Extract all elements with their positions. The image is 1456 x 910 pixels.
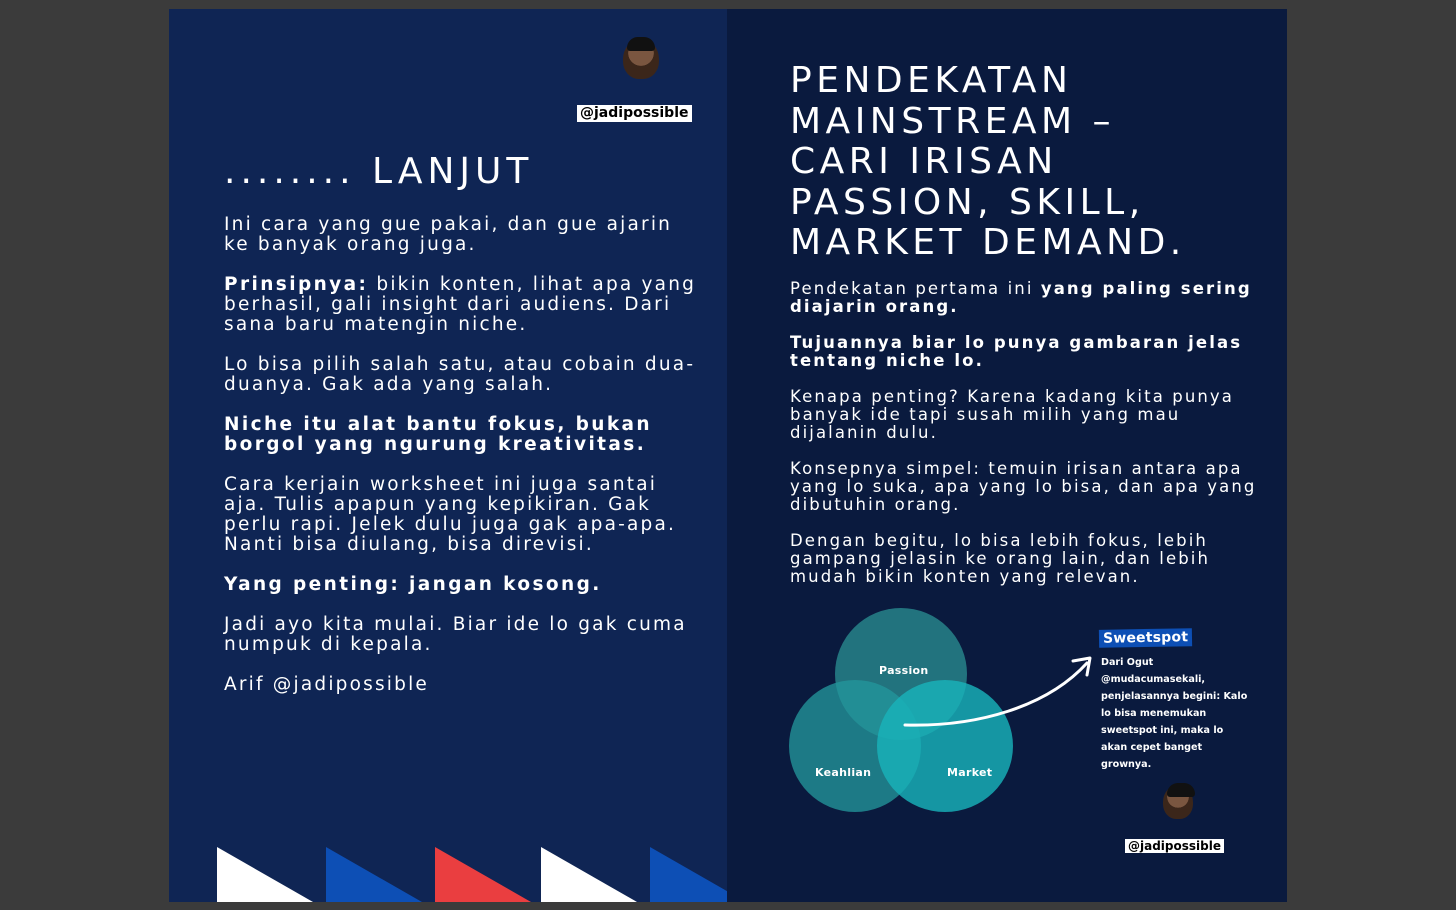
sweetspot-description: Dari Ogut @mudacumasekali, penjelasannya begini: Kalo lo bisa menemukan sweetspot ini, maka lo akan cepet banget grownya. xyxy=(1101,657,1248,770)
paragraph: Tujuannya biar lo punya gambaran jelas tentang niche lo. xyxy=(790,333,1243,370)
decor-triangle-blue xyxy=(326,847,422,902)
venn-label-keahlian: Keahlian xyxy=(815,766,872,779)
decor-triangle-white xyxy=(541,847,637,902)
paragraph: Pendekatan pertama ini yang paling sering diajarin orang. xyxy=(790,279,1252,316)
paragraph: Dengan begitu, lo bisa lebih fokus, lebih gampang jelasin ke orang lain, dan lebih mudah bikin konten yang relevan. xyxy=(790,531,1211,586)
right-page xyxy=(727,9,1287,902)
author-credit: Arif @jadipossible xyxy=(224,674,429,695)
left-body-text xyxy=(224,215,704,715)
brand-handle: @jadipossible xyxy=(1125,839,1224,853)
paragraph: Prinsipnya: bikin konten, lihat apa yang berhasil, gali insight dari audiens. Dari sana baru matengin niche. xyxy=(224,274,697,335)
left-page xyxy=(169,9,727,902)
page-title: PENDEKATAN MAINSTREAM – CARI IRISAN PASSION, SKILL, MARKET DEMAND. xyxy=(790,60,1186,263)
paragraph: Kenapa penting? Karena kadang kita punya banyak ide tapi susah milih yang mau dijalanin dulu. xyxy=(790,387,1235,442)
paragraph: Cara kerjain worksheet ini juga santai aja. Tulis apapun yang kepikiran. Gak perlu rapi. Jelek dulu juga gak apa-apa. Nanti bisa diulang, bisa direvisi. xyxy=(224,474,677,555)
venn-label-market: Market xyxy=(947,766,993,779)
brand-badge xyxy=(577,39,707,129)
sweetspot-arrow-icon xyxy=(897,649,1107,749)
author-photo xyxy=(623,39,659,79)
brand-handle: @jadipossible xyxy=(577,105,692,122)
brand-badge xyxy=(1125,785,1235,857)
sweetspot-title: Sweetspot xyxy=(1099,628,1192,648)
page-heading: ........ LANJUT xyxy=(224,151,534,192)
right-body-text xyxy=(790,280,1270,604)
decor-triangle-red xyxy=(435,847,531,902)
paragraph: Niche itu alat bantu fokus, bukan borgol yang ngurung kreativitas. xyxy=(224,414,652,455)
paragraph: Jadi ayo kita mulai. Biar ide lo gak cuma numpuk di kepala. xyxy=(224,614,687,655)
author-photo xyxy=(1163,785,1193,819)
paragraph: Lo bisa pilih salah satu, atau cobain dua-duanya. Gak ada yang salah. xyxy=(224,354,696,395)
paragraph: Yang penting: jangan kosong. xyxy=(224,574,602,595)
decor-triangle-blue xyxy=(650,847,727,902)
venn-label-passion: Passion xyxy=(879,664,929,677)
paragraph: Ini cara yang gue pakai, dan gue ajarin ke banyak orang juga. xyxy=(224,214,673,255)
decor-triangle-white xyxy=(217,847,313,902)
paragraph: Konsepnya simpel: temuin irisan antara apa yang lo suka, apa yang lo bisa, dan apa yang dibutuhin orang. xyxy=(790,459,1257,514)
